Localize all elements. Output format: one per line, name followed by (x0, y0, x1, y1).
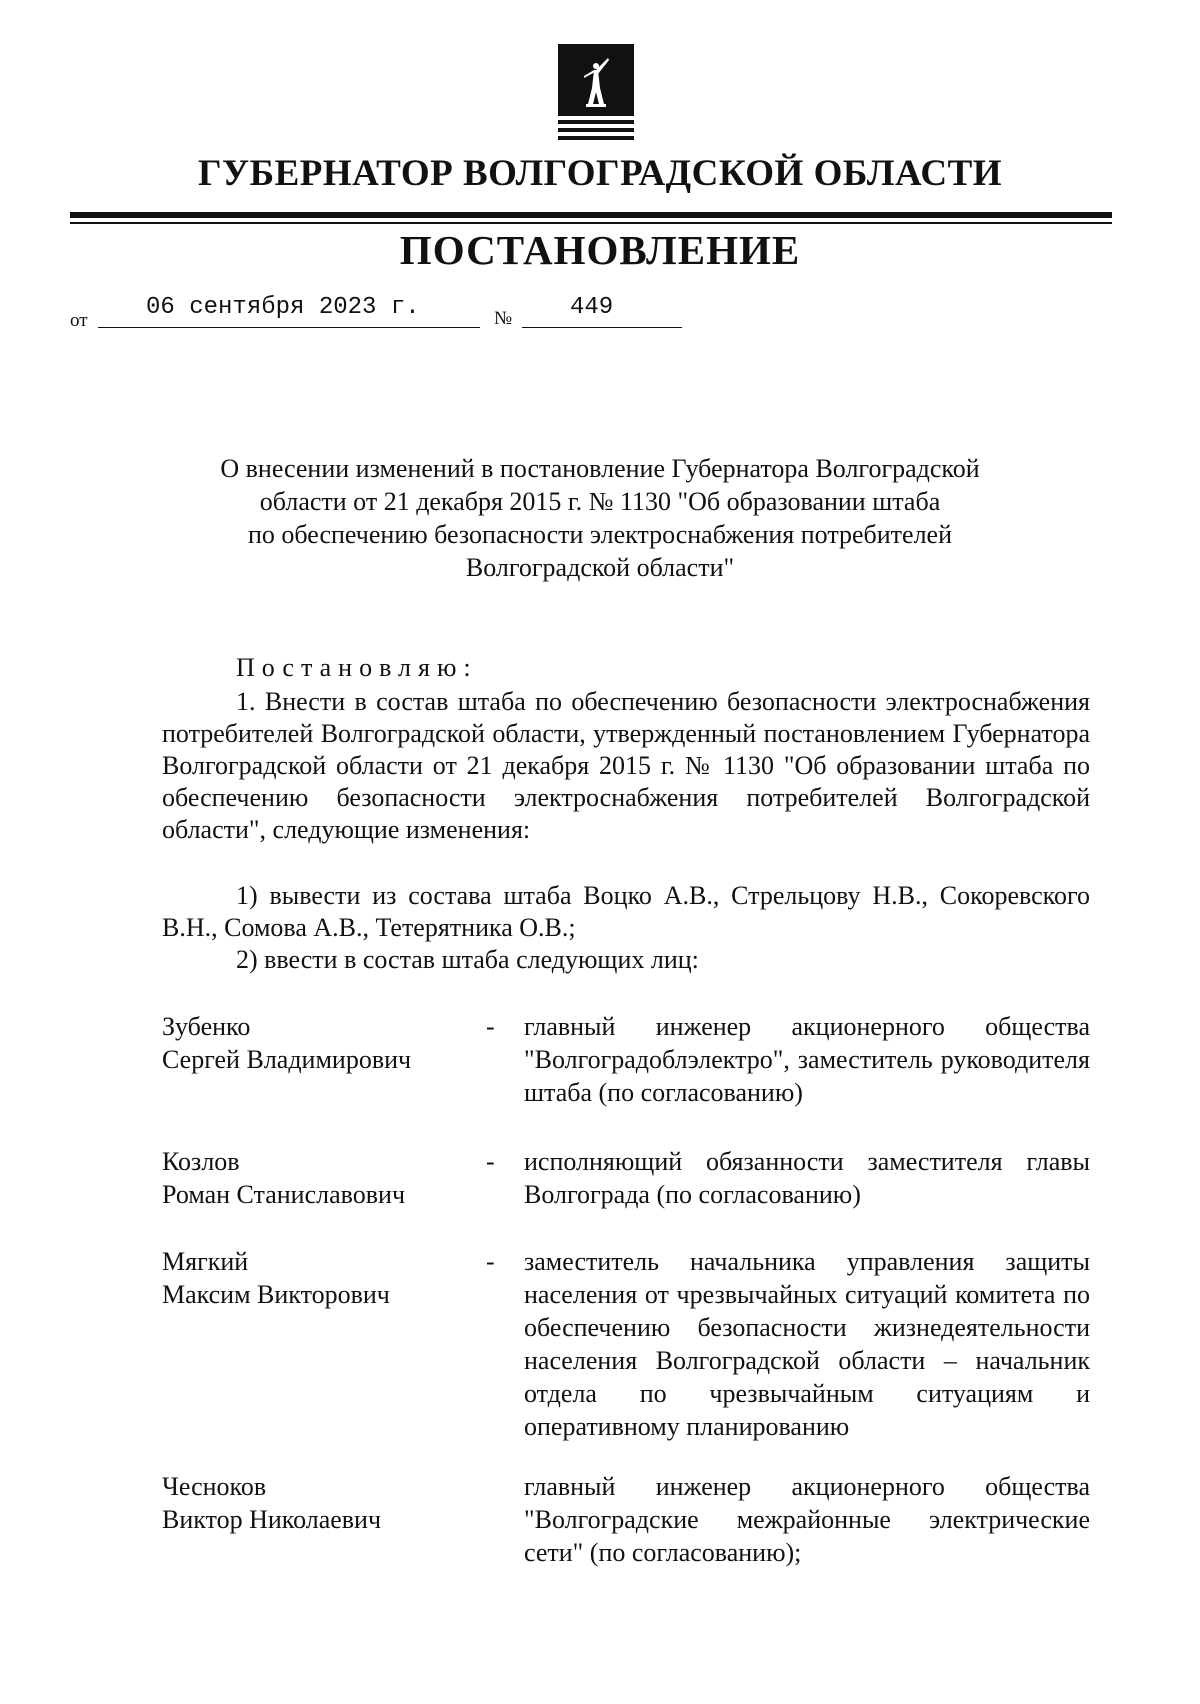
caption-line: области от 21 декабря 2015 г. № 1130 "Об образовании штаба (259, 487, 941, 516)
member-surname: Чесноков (162, 1472, 267, 1501)
member-role: заместитель начальника управления защиты населения от чрезвычайных ситуаций комитета по обеспечению безопасности жизнедеятельности населения Волгоградской области – начальник отдела по чрезвычайным ситуациям и оперативному планированию (524, 1247, 1090, 1441)
subitem-2-paragraph: 2) ввести в состав штаба следующих лиц: (236, 945, 699, 974)
header-rule-thick (70, 212, 1112, 218)
caption-line: по обеспечению безопасности электроснабжения потребителей (247, 520, 953, 549)
caption-line: О внесении изменений в постановление Губернатора Волгоградской (220, 454, 980, 483)
member-role: главный инженер акционерного общества "Волгоградоблэлектро", заместитель руководителя штаба (по согласованию) (524, 1012, 1090, 1107)
caption-line: Волгоградской области" (465, 553, 735, 582)
member-dash: - (486, 1012, 495, 1041)
coat-of-arms-emblem (558, 44, 634, 142)
member-dash: - (486, 1147, 495, 1176)
member-given-names: Максим Викторович (162, 1280, 390, 1309)
number-underline (522, 327, 682, 328)
document-date: 06 сентября 2023 г. (146, 294, 420, 321)
document-caption (150, 452, 1050, 584)
number-prefix-label: № (494, 308, 513, 329)
document-number: 449 (570, 294, 614, 321)
member-given-names: Роман Станиславович (162, 1180, 406, 1209)
item-1-paragraph: 1. Внести в состав штаба по обеспечению безопасности электроснабжения потребителей Волгоградской области, утвержденный постановлением Губернатора Волгоградской области от 21 декабря 2015 г. № 1130 "Об образовании штаба по обеспечению безопасности электроснабжения потребителей Волгоградской области", следующие изменения: (162, 687, 1090, 844)
date-prefix-label: от (70, 310, 88, 331)
member-role: исполняющий обязанности заместителя главы Волгограда (по согласованию) (524, 1147, 1090, 1209)
resolve-word: Постановляю: (236, 653, 478, 682)
member-given-names: Сергей Владимирович (162, 1045, 412, 1074)
document-type-title: ПОСТАНОВЛЕНИЕ (399, 227, 801, 273)
issuing-authority-title: ГУБЕРНАТОР ВОЛГОГРАДСКОЙ ОБЛАСТИ (197, 153, 1003, 194)
date-underline (98, 327, 480, 328)
member-given-names: Виктор Николаевич (162, 1505, 382, 1534)
member-surname: Козлов (162, 1147, 240, 1176)
member-surname: Зубенко (162, 1012, 251, 1041)
member-surname: Мягкий (162, 1247, 249, 1276)
header-rule-thin (70, 222, 1112, 224)
subitem-1-paragraph: 1) вывести из состава штаба Воцко А.В., Стрельцову Н.В., Сокоревского В.Н., Сомова А.В., Тетерятника О.В.; (162, 881, 1090, 942)
member-role: главный инженер акционерного общества "Волгоградские межрайонные электрические сети" (по согласованию); (524, 1472, 1090, 1567)
member-dash: - (486, 1247, 495, 1276)
